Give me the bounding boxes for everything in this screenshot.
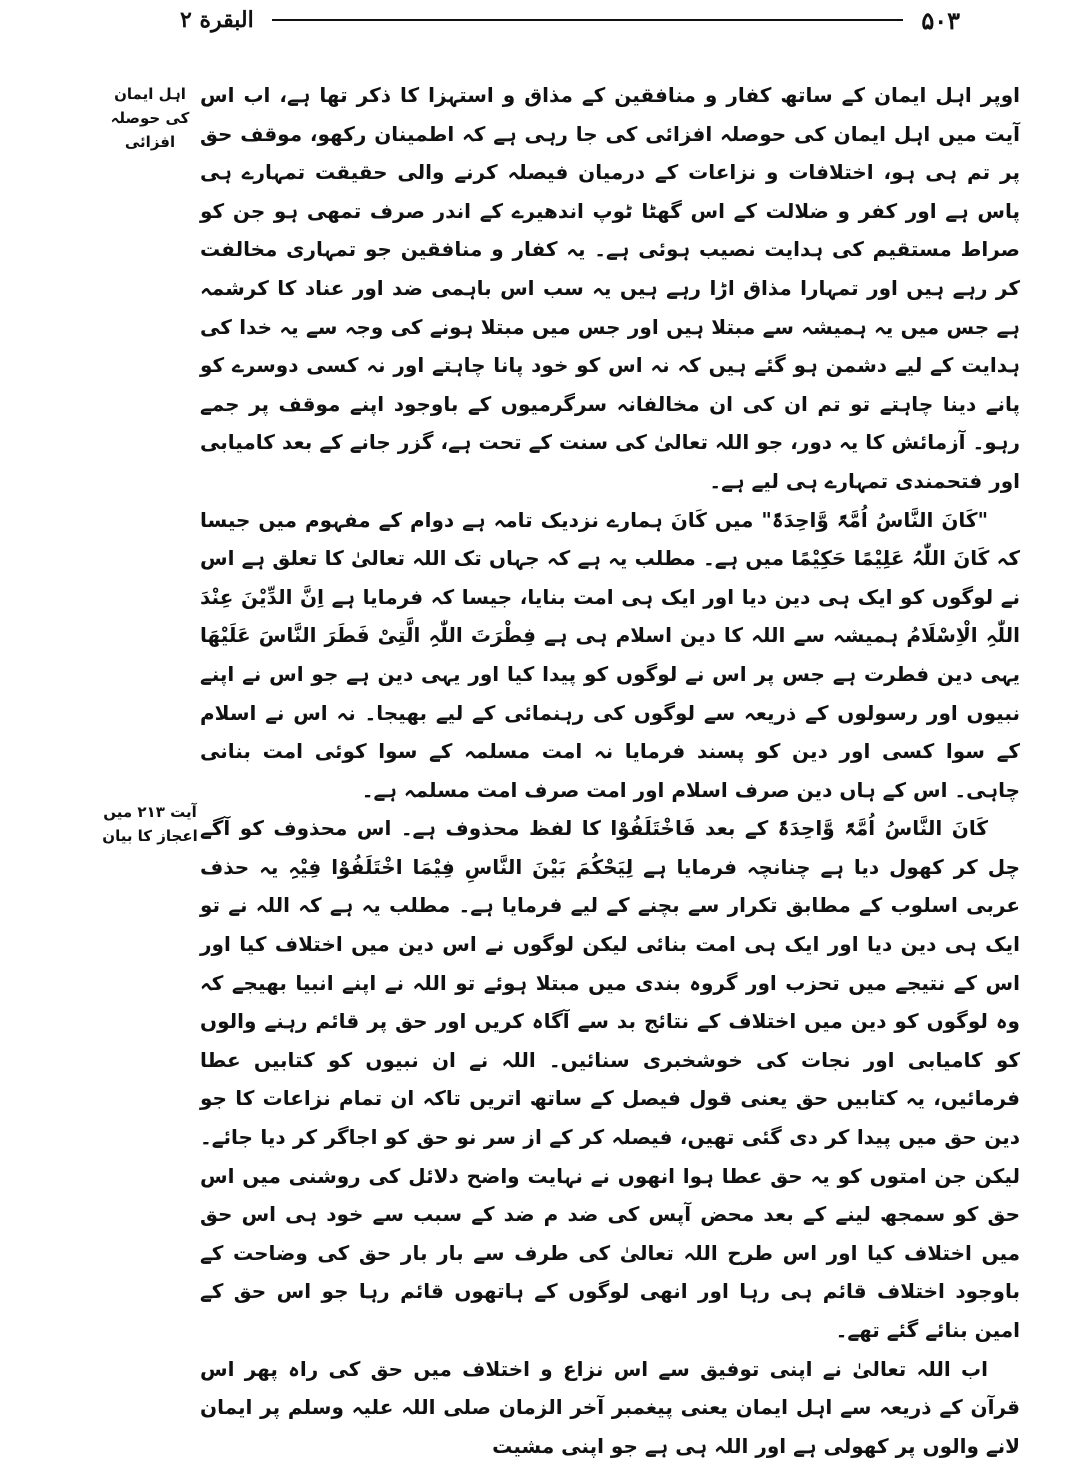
page-number: ۵۰۳ [921, 5, 960, 35]
margin-note-believers: اہل ایمان کی حوصلہ افزائی [110, 85, 190, 151]
paragraph-1: اوپر اہل ایمان کے ساتھ کفار و منافقین کے مذاق و استہزا کا ذکر تھا ہے، اب اس آیت میں اہل ایمان کی حوصلہ افزائی کی جا رہی ہے کہ اطمینان رکھو، موقف حق پر تم ہی ہو، اختلافات و نزاعات کے درمیان فیصلہ کرنے والی حقیقت تمہارے ہی پاس ہے اور کفر و ضلالت کے اس گھٹا ٹوپ اندھیرے کے اندر صرف تمھی ہو جن کو صراط مستقیم کی ہدایت نصیب ہوئی ہے۔ یہ کفار و منافقین جو تمہاری مخالفت کر رہے ہیں اور تمہارا مذاق اڑا رہے ہیں یہ سب اس باہمی ضد اور عناد کا کرشمہ ہے جس میں یہ ہمیشہ سے مبتلا ہیں اور جس میں مبتلا ہونے کی وجہ سے یہ خدا کی ہدایت کے لیے دشمن ہو گئے ہیں کہ نہ اس کو خود پانا چاہتے اور نہ کسی دوسرے کو پانے دینا چاہتے تو تم ان کی ان مخالفانہ سرگرمیوں کے باوجود اپنے موقف پر جمے رہو۔ آزمائش کا یہ دور، جو اللہ تعالیٰ کی سنت کے تحت ہے، گزر جانے کے بعد کامیابی اور فتحمندی تمہارے ہی لیے ہے۔ [200, 83, 1020, 493]
paragraph-3: کَانَ النَّاسُ اُمَّۃً وَّاحِدَۃً کے بعد فَاخْتَلَفُوْا کا لفظ محذوف ہے۔ اس محذوف کو آگے چل کر کھول دیا ہے چنانچہ فرمایا ہے لِیَحْکُمَ بَیْنَ النَّاسِ فِیْمَا اخْتَلَفُوْا فِیْہِ یہ حذف عربی اسلوب کے مطابق تکرار سے بچنے کے لیے فرمایا ہے۔ مطلب یہ ہے کہ اللہ نے تو ایک ہی دین دیا اور ایک ہی امت بنائی لیکن لوگوں نے اس دین میں اختلاف کیا اور اس کے نتیجے میں تحزب اور گروہ بندی میں مبتلا ہوئے تو اللہ نے اپنے انبیا بھیجے کہ وہ لوگوں کو دین میں اختلاف کے نتائج بد سے آگاہ کریں اور حق پر قائم رہنے والوں کو کامیابی اور نجات کی خوشخبری سنائیں۔ اللہ نے ان نبیوں کو کتابیں عطا فرمائیں، یہ کتابیں حق یعنی قول فیصل کے ساتھ اتریں تاکہ ان تمام نزاعات کا جو دین حق میں پیدا کر دی گئی تھیں، فیصلہ کر کے از سر نو حق کو اجاگر کر دیا جائے۔ لیکن جن امتوں کو یہ حق عطا ہوا انھوں نے نہایت واضح دلائل کی روشنی میں اس حق کو سمجھ لینے کے بعد محض آپس کی ضد م ضد کے سبب سے خود ہی اس حق میں اختلاف کیا اور اس طرح اللہ تعالیٰ کی طرف سے بار بار حق کی وضاحت کے باوجود اختلاف قائم ہی رہا اور انھی لوگوں کے ہاتھوں قائم رہا جو اس حق کے امین بنائے گئے تھے۔ [200, 816, 1020, 1342]
paragraph-4: اب اللہ تعالیٰ نے اپنی توفیق سے اس نزاع و اختلاف میں حق کی راہ پھر اس قرآن کے ذریعہ سے اہل ایمان یعنی پیغمبر آخر الزمان صلی اللہ علیہ وسلم پر ایمان لانے والوں پر کھولی ہے اور اللہ ہی ہے جو اپنی مشیت [200, 1356, 1020, 1458]
paragraph-2: "کَانَ النَّاسُ اُمَّۃً وَّاحِدَۃً" میں کَانَ ہمارے نزدیک تامہ ہے دوام کے مفہوم میں جیسا کہ کَانَ اللّٰہُ عَلِیْمًا حَکِیْمًا میں ہے۔ مطلب یہ ہے کہ جہاں تک اللہ تعالیٰ کا تعلق ہے اس نے لوگوں کو ایک ہی دین دیا اور ایک ہی امت بنایا، جیسا کہ فرمایا ہے اِنَّ الدِّیْنَ عِنْدَ اللّٰہِ الْاِسْلَامُ ہمیشہ سے اللہ کا دین اسلام ہی ہے فِطْرَتَ اللّٰہِ الَّتِیْ فَطَرَ النَّاسَ عَلَیْھَا یہی دین فطرت ہے جس پر اس نے لوگوں کو پیدا کیا اور یہی دین ہے جو اس نے اپنے نبیوں اور رسولوں کے ذریعہ سے لوگوں کی رہنمائی کے لیے بھیجا۔ نہ اس نے اسلام کے سوا کسی اور دین کو پسند فرمایا نہ امت مسلمہ کے سوا کوئی امت بنانی چاہی۔ اس کے ہاں دین صرف اسلام اور امت صرف امت مسلمہ ہے۔ [200, 507, 1020, 802]
header-rule [272, 19, 904, 21]
page-header [180, 4, 960, 36]
surah-name: البقرة ۲ [180, 7, 254, 33]
commentary-text [200, 76, 1020, 1465]
margin-note-verse-213: آیت ۲۱۳ میں اعجاز کا بیان [102, 803, 198, 845]
